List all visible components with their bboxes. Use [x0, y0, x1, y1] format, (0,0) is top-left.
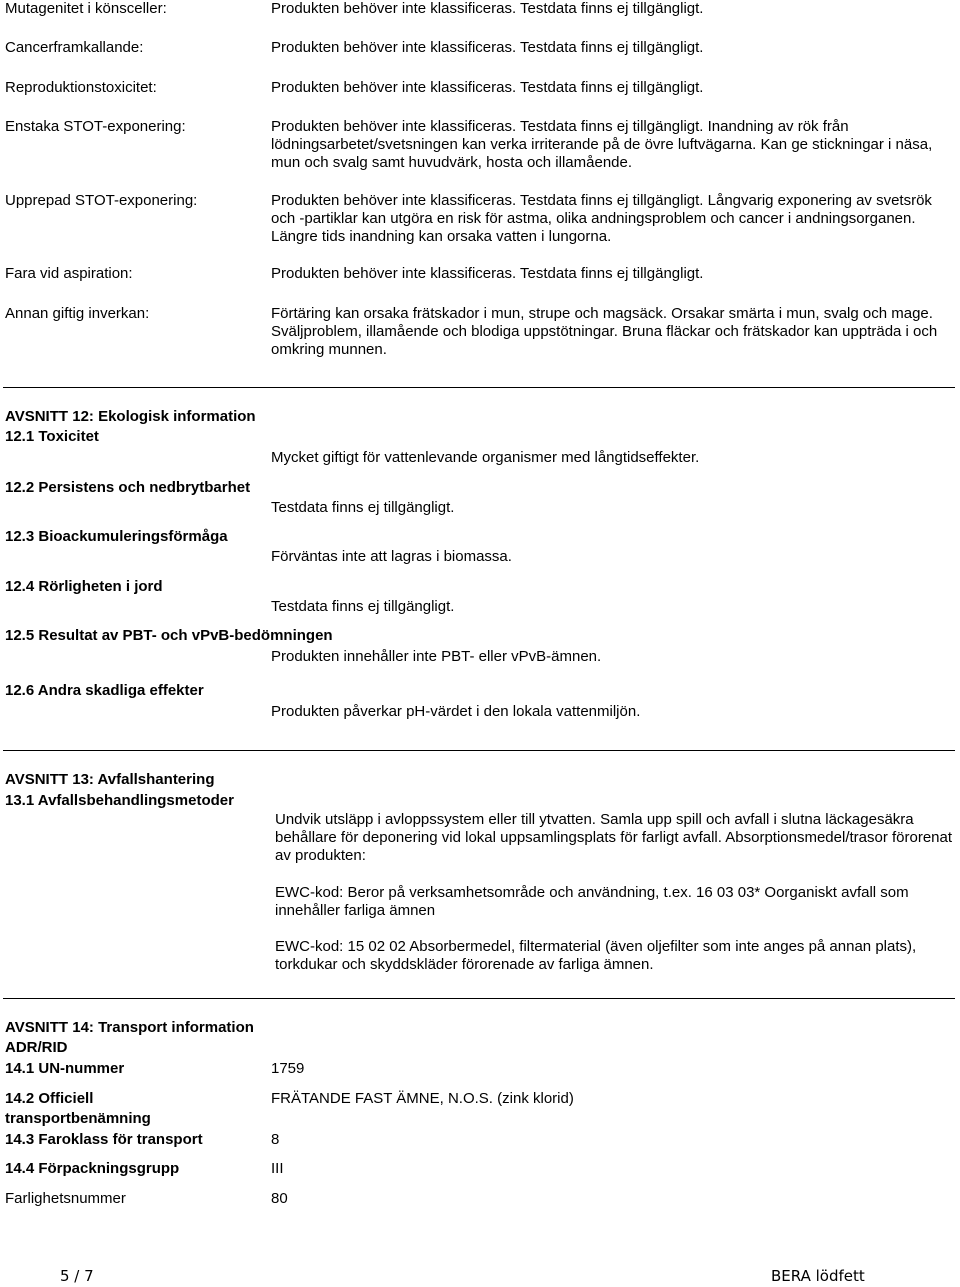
- adr-rid-subtitle: ADR/RID: [5, 1039, 68, 1056]
- packing-group-label: 14.4 Förpackningsgrupp: [5, 1160, 180, 1177]
- bioaccumulation-heading: 12.3 Bioackumuleringsförmåga: [5, 528, 228, 545]
- stot-repeat-value: Produkten behöver inte klassificeras. Testdata finns ej tillgängligt. Långvarig exponering av svetsrök och -partiklar kan utgöra en risk för astma, olika andningsproblem och cancer i andningsorganen. Längre tids inandning kan orsaka vatten i lungorna.: [271, 192, 932, 245]
- waste-paragraph-2: EWC-kod: Beror på verksamhetsområde och användning, t.ex. 16 03 03* Oorganiskt avfall som innehåller farliga ämnen: [275, 884, 909, 919]
- persistence-value: Testdata finns ej tillgängligt.: [271, 499, 455, 516]
- hazard-class-value: 8: [271, 1131, 280, 1148]
- other-toxicity-value: Förtäring kan orsaka frätskador i mun, strupe och magsäck. Orsakar smärta i mun, svalg och mage. Sväljproblem, illamående och blodiga uppstötningar. Bruna fläckar och frätskador kan uppträda i och omkring munnen.: [271, 305, 938, 358]
- aspiration-value: Produkten behöver inte klassificeras. Testdata finns ej tillgängligt.: [271, 265, 704, 282]
- pbt-heading: 12.5 Resultat av PBT- och vPvB-bedömningen: [5, 627, 333, 644]
- bioaccumulation-value: Förväntas inte att lagras i biomassa.: [271, 548, 512, 565]
- other-effects-value: Produkten påverkar pH-värdet i den lokala vattenmiljön.: [271, 703, 641, 720]
- waste-paragraph-1: Undvik utsläpp i avloppssystem eller till ytvatten. Samla upp spill och avfall i slutna läckagesäkra behållare för deponering vid lokal uppsamlingsplats för farligt avfall. Absorptionsmedel/trasor förorenat av produkten:: [275, 811, 953, 864]
- persistence-heading: 12.2 Persistens och nedbrytbarhet: [5, 479, 251, 496]
- mutagen-label: Mutagenitet i könsceller:: [5, 0, 167, 17]
- section-divider: [3, 998, 955, 999]
- section-12-title: AVSNITT 12: Ekologisk information: [5, 408, 256, 425]
- packing-group-value: III: [271, 1160, 284, 1177]
- carcinogenic-label: Cancerframkallande:: [5, 39, 144, 56]
- pbt-value: Produkten innehåller inte PBT- eller vPvB-ämnen.: [271, 648, 602, 665]
- stot-repeat-label: Upprepad STOT-exponering:: [5, 192, 198, 209]
- soil-mobility-heading: 12.4 Rörligheten i jord: [5, 578, 163, 595]
- stot-single-label: Enstaka STOT-exponering:: [5, 118, 186, 135]
- shipping-name-label-line1: 14.2 Officiell: [5, 1090, 94, 1107]
- aspiration-label: Fara vid aspiration:: [5, 265, 133, 282]
- toxicity-heading: 12.1 Toxicitet: [5, 428, 99, 445]
- hazard-number-value: 80: [271, 1190, 288, 1207]
- waste-paragraph-3: EWC-kod: 15 02 02 Absorbermedel, filtermaterial (även oljefilter som inte anges på annan plats), torkdukar och skyddskläder förorenade av farliga ämnen.: [275, 938, 917, 973]
- section-divider: [3, 387, 955, 388]
- hazard-class-label: 14.3 Faroklass för transport: [5, 1131, 203, 1148]
- section-13-title: AVSNITT 13: Avfallshantering: [5, 771, 215, 788]
- reproductive-label: Reproduktionstoxicitet:: [5, 79, 157, 96]
- other-effects-heading: 12.6 Andra skadliga effekter: [5, 682, 204, 699]
- section-divider: [3, 750, 955, 751]
- other-toxicity-label: Annan giftig inverkan:: [5, 305, 150, 322]
- hazard-number-label: Farlighetsnummer: [5, 1190, 126, 1207]
- document-name: BERA lödfett: [771, 1267, 865, 1285]
- un-number-value: 1759: [271, 1060, 305, 1077]
- soil-mobility-value: Testdata finns ej tillgängligt.: [271, 598, 455, 615]
- reproductive-value: Produkten behöver inte klassificeras. Testdata finns ej tillgängligt.: [271, 79, 704, 96]
- stot-single-value: Produkten behöver inte klassificeras. Testdata finns ej tillgängligt. Inandning av rök från lödningsarbetet/svetsningen kan verka irriterande på de övre luftvägarna. Kan ge stickningar i näsa, mun och svalg samt huvudvärk, hosta och illamående.: [271, 118, 933, 171]
- shipping-name-value: FRÄTANDE FAST ÄMNE, N.O.S. (zink klorid): [271, 1090, 574, 1107]
- waste-methods-heading: 13.1 Avfallsbehandlingsmetoder: [5, 792, 234, 809]
- toxicity-value: Mycket giftigt för vattenlevande organismer med långtidseffekter.: [271, 449, 700, 466]
- carcinogenic-value: Produkten behöver inte klassificeras. Testdata finns ej tillgängligt.: [271, 39, 704, 56]
- section-14-title: AVSNITT 14: Transport information: [5, 1019, 254, 1036]
- page-number: 5 / 7: [60, 1267, 94, 1285]
- mutagen-value: Produkten behöver inte klassificeras. Testdata finns ej tillgängligt.: [271, 0, 704, 17]
- shipping-name-label-line2: transportbenämning: [5, 1110, 151, 1127]
- un-number-label: 14.1 UN-nummer: [5, 1060, 125, 1077]
